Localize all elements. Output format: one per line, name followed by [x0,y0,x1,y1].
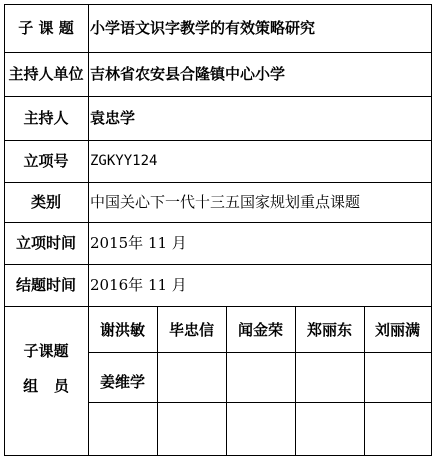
member-cell: 姜维学 [99,373,145,391]
label-host: 主持人 [23,109,69,127]
value-host: 袁忠学 [90,109,136,127]
label-subproject: 子 课 题 [18,19,74,37]
value-host-unit: 吉林省农安县合隆镇中心小学 [90,65,286,83]
label-members-line1: 子课题 [23,342,69,360]
member-cell: 刘丽满 [374,321,420,339]
member-cell: 闻金荣 [237,321,283,339]
rule-members-1 [88,352,432,353]
rule-row7 [4,306,432,307]
label-category: 类别 [30,193,61,211]
label-members-line2: 组 员 [23,377,69,395]
rule-top [4,4,432,5]
rule-row5 [4,222,432,223]
rule-row6 [4,264,432,265]
member-cell: 毕忠信 [168,321,214,339]
rule-row1 [4,52,432,53]
label-project-number: 立项号 [23,152,69,170]
rule-row4 [4,182,432,183]
rule-row2 [4,96,432,97]
project-info-table [4,4,432,456]
label-approval-time: 立项时间 [15,234,76,252]
member-cell: 谢洪敏 [99,321,145,339]
value-category: 中国关心下一代十三五国家规划重点课题 [90,193,361,211]
label-host-unit: 主持人单位 [8,65,84,83]
value-approval-time: 2015年 11 月 [90,234,187,252]
label-completion-time: 结题时间 [15,276,76,294]
rule-row3 [4,140,432,141]
rule-members-2 [88,402,432,403]
value-project-number: ZGKYY124 [90,153,158,169]
value-subproject: 小学语文识字教学的有效策略研究 [90,19,316,37]
member-cell: 郑丽东 [306,321,352,339]
rule-right [431,4,432,456]
rule-bottom [4,455,432,456]
value-completion-time: 2016年 11 月 [90,276,187,294]
